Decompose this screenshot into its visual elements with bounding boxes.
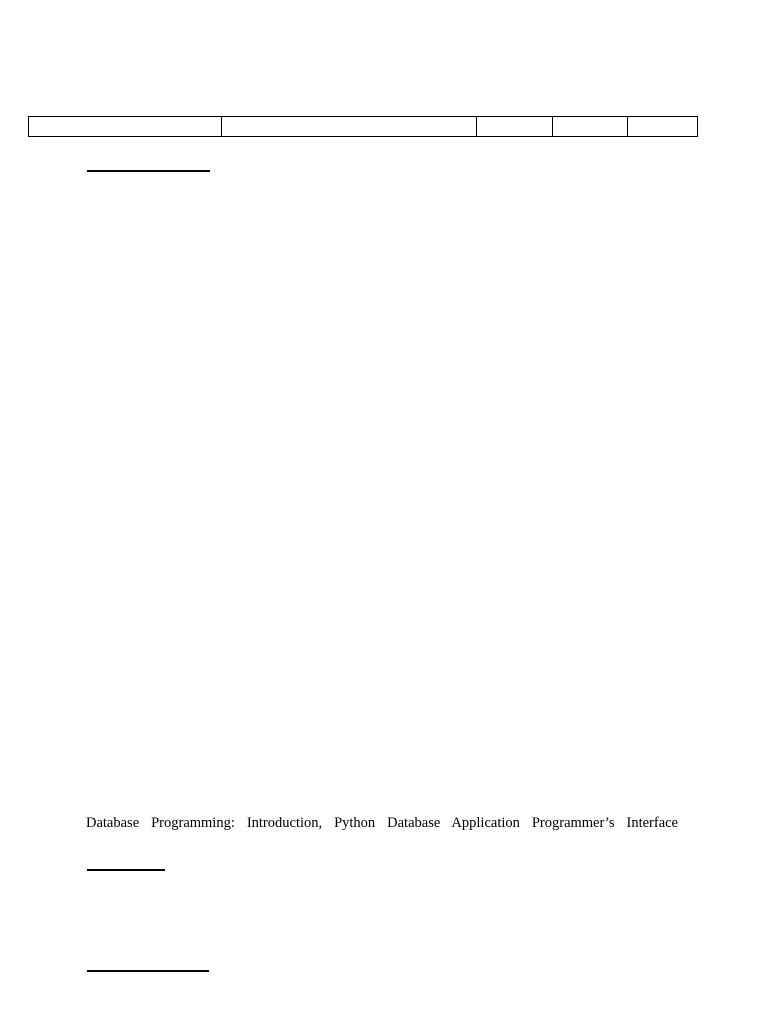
heading-underline — [87, 970, 209, 972]
table-cell — [29, 117, 222, 137]
heading-underline — [87, 869, 165, 871]
heading-underline — [87, 170, 210, 172]
syllabus-text: Database Programming: Introduction, Python Database Application Programmer’s Interface — [86, 815, 678, 831]
table-row — [29, 117, 698, 137]
table-cell — [553, 117, 628, 137]
table-cell — [477, 117, 553, 137]
header-table — [28, 116, 698, 137]
table-cell — [628, 117, 698, 137]
table-cell — [222, 117, 477, 137]
